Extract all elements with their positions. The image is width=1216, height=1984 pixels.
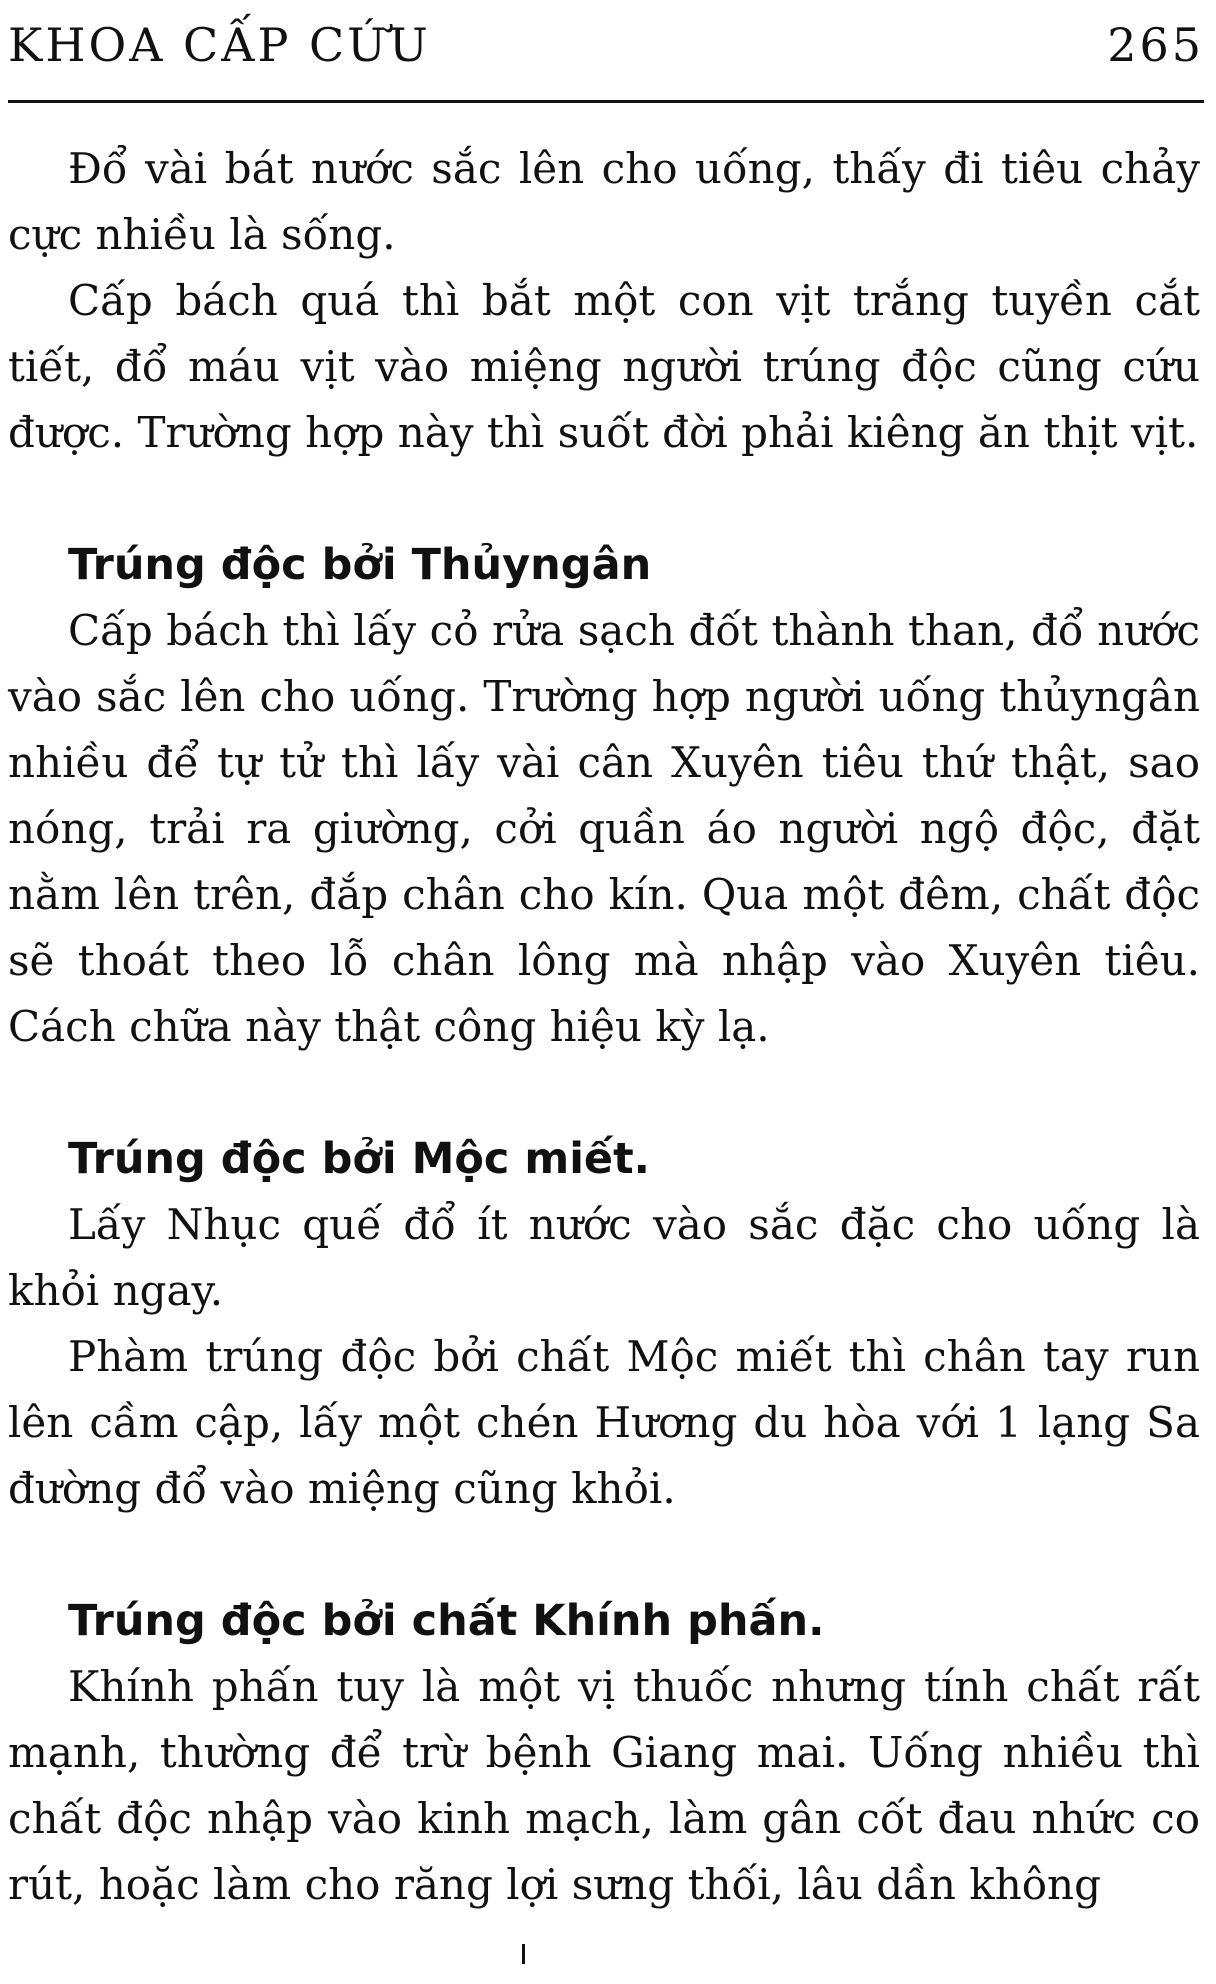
page-content [8,136,1200,1918]
section-heading-khinhphan: Trúng độc bởi chất Khính phấn. [68,1596,825,1646]
page-number: 265 [1107,18,1204,72]
scan-mark [522,1944,525,1964]
paragraph: Đổ vài bát nước sắc lên cho uống, thấy đi tiêu chảy cực nhiều là sống. [8,144,1200,259]
paragraph: Phàm trúng độc bởi chất Mộc miết thì chân tay run lên cầm cập, lấy một chén Hương du hòa với 1 lạng Sa đường đổ vào miệng cũng khỏi. [8,1332,1200,1513]
section-heading-mocmiet: Trúng độc bởi Mộc miết. [68,1134,650,1184]
page-header [8,18,1204,78]
header-rule [8,100,1204,103]
section-gap [8,1522,1200,1588]
section-gap [8,1060,1200,1126]
running-title: KHOA CẤP CỨU [8,18,431,72]
paragraph: Khính phấn tuy là một vị thuốc nhưng tính chất rất mạnh, thường để trừ bệnh Giang mai. Uống nhiều thì chất độc nhập vào kinh mạch, làm gân cốt đau nhức co rút, hoặc làm cho răng lợi sưng thối, lâu dần không [8,1662,1200,1909]
paragraph: Lấy Nhục quế đổ ít nước vào sắc đặc cho uống là khỏi ngay. [8,1200,1200,1315]
section-gap [8,466,1200,532]
section-heading-thuyngan: Trúng độc bởi Thủyngân [68,540,652,590]
paragraph: Cấp bách quá thì bắt một con vịt trắng tuyền cắt tiết, đổ máu vịt vào miệng người trúng độc cũng cứu được. Trường hợp này thì suốt đời phải kiêng ăn thịt vịt. [8,276,1200,457]
paragraph: Cấp bách thì lấy cỏ rửa sạch đốt thành than, đổ nước vào sắc lên cho uống. Trường hợp người uống thủyngân nhiều để tự tử thì lấy vài cân Xuyên tiêu thứ thật, sao nóng, trải ra giường, cởi quần áo người ngộ độc, đặt nằm lên trên, đắp chân cho kín. Qua một đêm, chất độc sẽ thoát theo lỗ chân lông mà nhập vào Xuyên tiêu. Cách chữa này thật công hiệu kỳ lạ. [8,606,1200,1051]
